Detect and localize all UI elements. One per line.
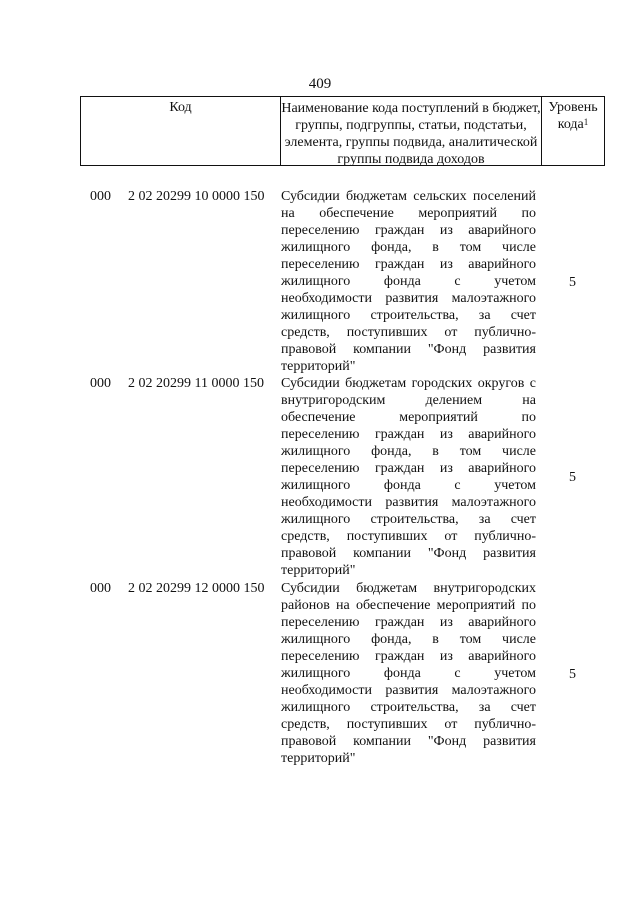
header-level: [542, 97, 604, 165]
header-level-footnote: 1: [583, 117, 589, 127]
row-description: Субсидии бюджетам сельских поселений на обеспечение мероприятий по переселению граждан из аварийного жилищного фонда, в том числе переселению граждан из аварийного жилищного фонда с учетом необходимости развития малоэтажного жилищного строительства, за счет средств, поступивших от публично-правовой компании "Фонд развития территорий": [281, 189, 536, 374]
table-header: [80, 96, 605, 166]
header-name: Наименование кода поступлений в бюджет, группы, подгруппы, статьи, подстатьи, элемента, группы подвида, аналитической группы подвида доходов: [281, 97, 542, 165]
row-prefix: 000: [90, 189, 111, 204]
page-number: 409: [308, 76, 332, 92]
row-description: Субсидии бюджетам городских округов с внутригородским делением на обеспечение мероприятий по переселению граждан из аварийного жилищного фонда, в том числе переселению граждан из аварийного жилищного фонда с учетом необходимости развития малоэтажного жилищного строительства, за счет средств, поступивших от публично-правовой компании "Фонд развития территорий": [281, 376, 536, 578]
table-row: [80, 375, 605, 579]
row-prefix: 000: [90, 581, 111, 596]
row-level: 5: [569, 470, 576, 485]
header-code: Код: [81, 97, 281, 165]
row-code: 2 02 20299 11 0000 150: [128, 376, 264, 391]
row-prefix: 000: [90, 376, 111, 391]
table-row: [80, 188, 605, 374]
row-code: 2 02 20299 12 0000 150: [128, 581, 265, 596]
row-level: 5: [569, 667, 576, 682]
row-code: 2 02 20299 10 0000 150: [128, 189, 265, 204]
row-description: Субсидии бюджетам внутригородских районов на обеспечение мероприятий по переселению граждан из аварийного жилищного фонда, в том числе переселению граждан из аварийного жилищного фонда с учетом необходимости развития малоэтажного жилищного строительства, за счет средств, поступивших от публично-правовой компании "Фонд развития территорий": [281, 581, 536, 766]
table-row: [80, 580, 605, 766]
header-level-label: Уровень кода: [548, 100, 598, 132]
row-level: 5: [569, 275, 576, 290]
